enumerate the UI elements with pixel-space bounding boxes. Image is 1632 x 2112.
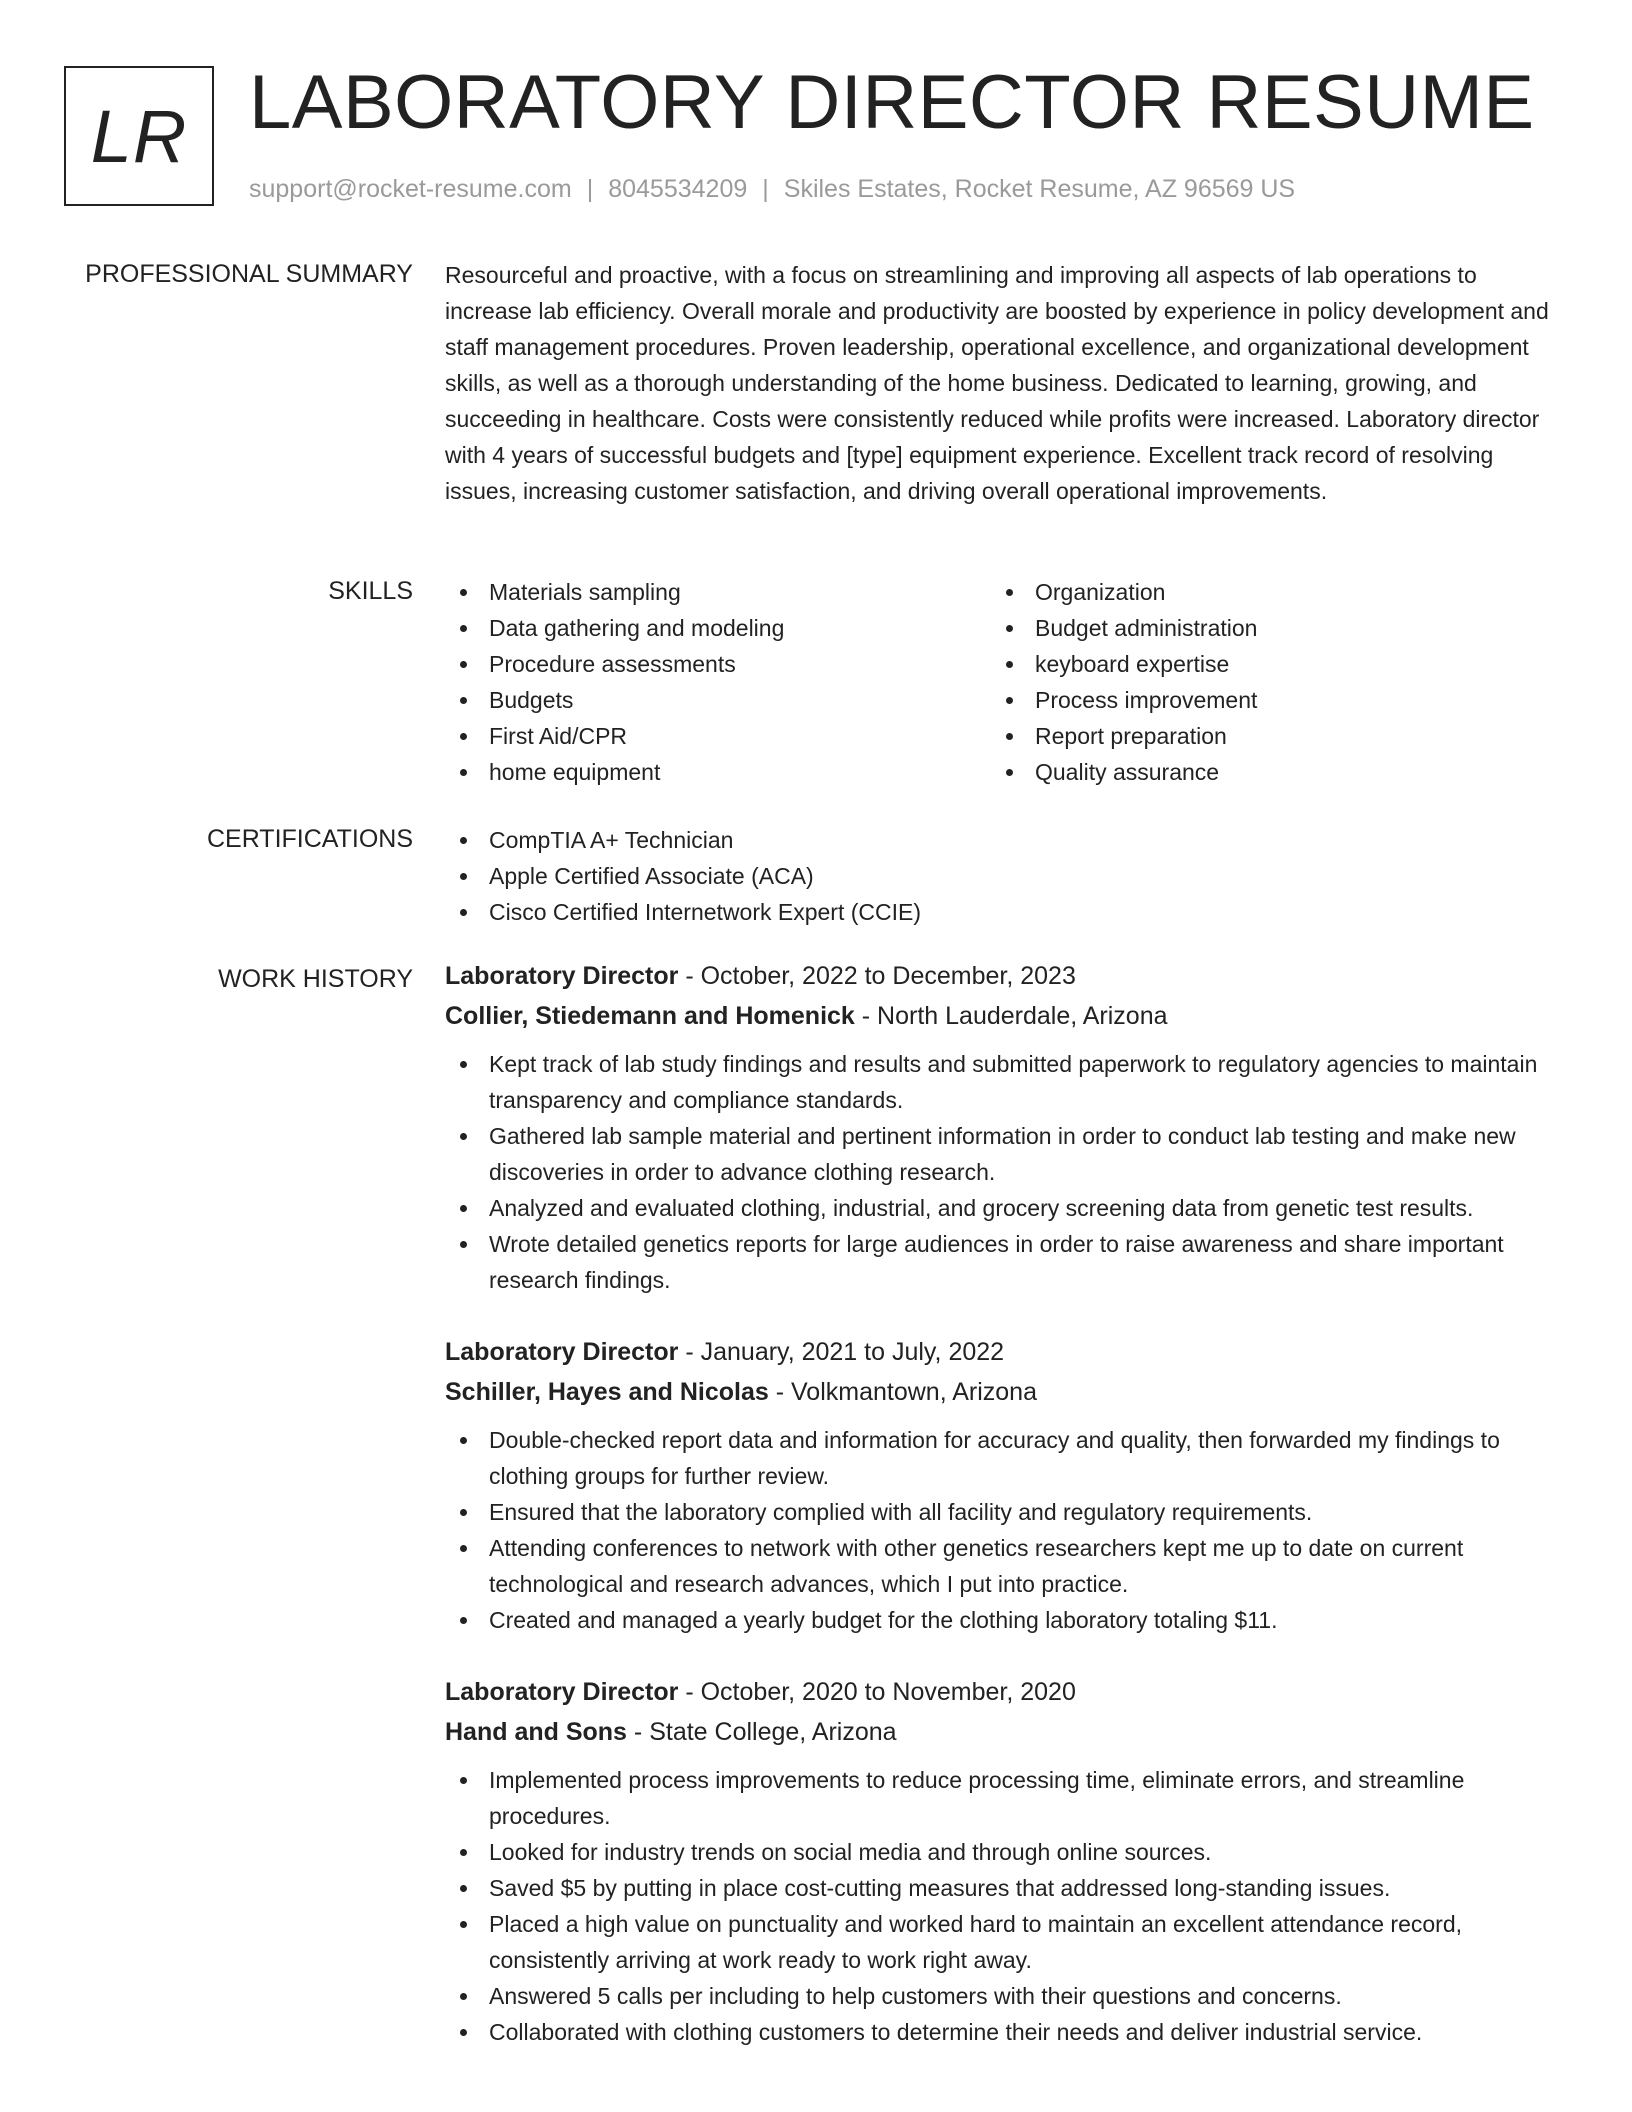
job-title: Laboratory Director [445, 1678, 679, 1706]
job-company: Schiller, Hayes and Nicolas [445, 1378, 769, 1406]
job-dates: - October, 2020 to November, 2020 [685, 1678, 1076, 1706]
contact-address: Skiles Estates, Rocket Resume, AZ 96569 US [783, 175, 1296, 203]
job-title-line [445, 956, 1560, 996]
skill-item: First Aid/CPR [445, 718, 991, 754]
job-bullet: Analyzed and evaluated clothing, industrial, and grocery screening data from genetic test results. [445, 1190, 1560, 1226]
monogram-box [64, 66, 214, 206]
job-bullet: Saved $5 by putting in place cost-cutting measures that addressed long-standing issues. [445, 1870, 1560, 1906]
skill-item: Process improvement [991, 682, 1537, 718]
job-bullets [445, 1422, 1560, 1638]
job-bullet: Gathered lab sample material and pertinent information in order to conduct lab testing and make new discoveries in order to advance clothing research. [445, 1118, 1560, 1190]
certification-item: Apple Certified Associate (ACA) [445, 858, 1560, 894]
skill-item: Organization [991, 574, 1537, 610]
contact-phone[interactable]: 8045534209 [608, 175, 748, 203]
skill-item: Data gathering and modeling [445, 610, 991, 646]
contact-line [249, 174, 1295, 204]
job-bullets [445, 1046, 1560, 1298]
job-bullet: Double-checked report data and information for accuracy and quality, then forwarded my findings to clothing groups for further review. [445, 1422, 1560, 1494]
skills-list-left [445, 574, 991, 790]
job-bullet: Implemented process improvements to reduce processing time, eliminate errors, and streamline procedures. [445, 1762, 1560, 1834]
skill-item: Budgets [445, 682, 991, 718]
job-company-line [445, 1712, 1560, 1752]
job-company-line [445, 1372, 1560, 1412]
skill-item: Materials sampling [445, 574, 991, 610]
skill-item: keyboard expertise [991, 646, 1537, 682]
job-location: - North Lauderdale, Arizona [861, 1002, 1168, 1030]
job-bullet: Attending conferences to network with other genetics researchers kept me up to date on current technological and research advances, which I put into practice. [445, 1530, 1560, 1602]
job-title-line [445, 1672, 1560, 1712]
job-bullet: Kept track of lab study findings and results and submitted paperwork to regulatory agencies to maintain transparency and compliance standards. [445, 1046, 1560, 1118]
skills-list-right [991, 574, 1537, 790]
job-bullets [445, 1762, 1560, 2050]
section-heading-summary: PROFESSIONAL SUMMARY [85, 260, 413, 288]
job-bullet: Created and managed a yearly budget for the clothing laboratory totaling $11. [445, 1602, 1560, 1638]
skill-item: Report preparation [991, 718, 1537, 754]
job-company: Hand and Sons [445, 1718, 627, 1746]
job-entry [445, 1672, 1560, 2050]
job-title: Laboratory Director [445, 962, 679, 990]
certification-item: CompTIA A+ Technician [445, 822, 1560, 858]
skill-item: Quality assurance [991, 754, 1537, 790]
job-bullet: Looked for industry trends on social media and through online sources. [445, 1834, 1560, 1870]
job-company: Collier, Stiedemann and Homenick [445, 1002, 855, 1030]
job-bullet: Collaborated with clothing customers to determine their needs and deliver industrial service. [445, 2014, 1560, 2050]
job-bullet: Ensured that the laboratory complied with all facility and regulatory requirements. [445, 1494, 1560, 1530]
job-bullet: Wrote detailed genetics reports for large audiences in order to raise awareness and share important research findings. [445, 1226, 1560, 1298]
section-heading-certifications: CERTIFICATIONS [206, 825, 413, 853]
skill-item: home equipment [445, 754, 991, 790]
job-title: Laboratory Director [445, 1338, 679, 1366]
job-entry [445, 1332, 1560, 1638]
section-heading-skills: SKILLS [328, 577, 413, 605]
job-bullet: Placed a high value on punctuality and worked hard to maintain an excellent attendance record, consistently arriving at work ready to work right away. [445, 1906, 1560, 1978]
section-heading-work-history: WORK HISTORY [218, 965, 413, 993]
contact-email[interactable]: support@rocket-resume.com [249, 175, 572, 203]
job-location: - Volkmantown, Arizona [775, 1378, 1037, 1406]
monogram-initials: LR [90, 94, 188, 178]
job-dates: - January, 2021 to July, 2022 [685, 1338, 1005, 1366]
job-location: - State College, Arizona [633, 1718, 897, 1746]
job-title-line [445, 1332, 1560, 1372]
job-entry [445, 956, 1560, 1298]
summary-text: Resourceful and proactive, with a focus on streamlining and improving all aspects of lab operations to increase lab efficiency. Overall morale and productivity are boosted by experience in policy development and staff management procedures. Proven leadership, operational excellence, and organizational development skills, as well as a thorough understanding of the home business. Dedicated to learning, growing, and succeeding in healthcare. Costs were consistently reduced while profits were increased. Laboratory director with 4 years of successful budgets and [type] equipment experience. Excellent track record of resolving issues, increasing customer satisfaction, and driving overall operational improvements. [445, 262, 1549, 504]
skill-item: Budget administration [991, 610, 1537, 646]
contact-separator: | [586, 175, 594, 203]
job-dates: - October, 2022 to December, 2023 [685, 962, 1076, 990]
contact-separator: | [762, 175, 769, 203]
job-company-line [445, 996, 1560, 1036]
job-bullet: Answered 5 calls per including to help customers with their questions and concerns. [445, 1978, 1560, 2014]
skill-item: Procedure assessments [445, 646, 991, 682]
resume-title: LABORATORY DIRECTOR RESUME [249, 60, 1535, 145]
certifications-list [445, 822, 1560, 930]
certification-item: Cisco Certified Internetwork Expert (CCIE) [445, 894, 1560, 930]
